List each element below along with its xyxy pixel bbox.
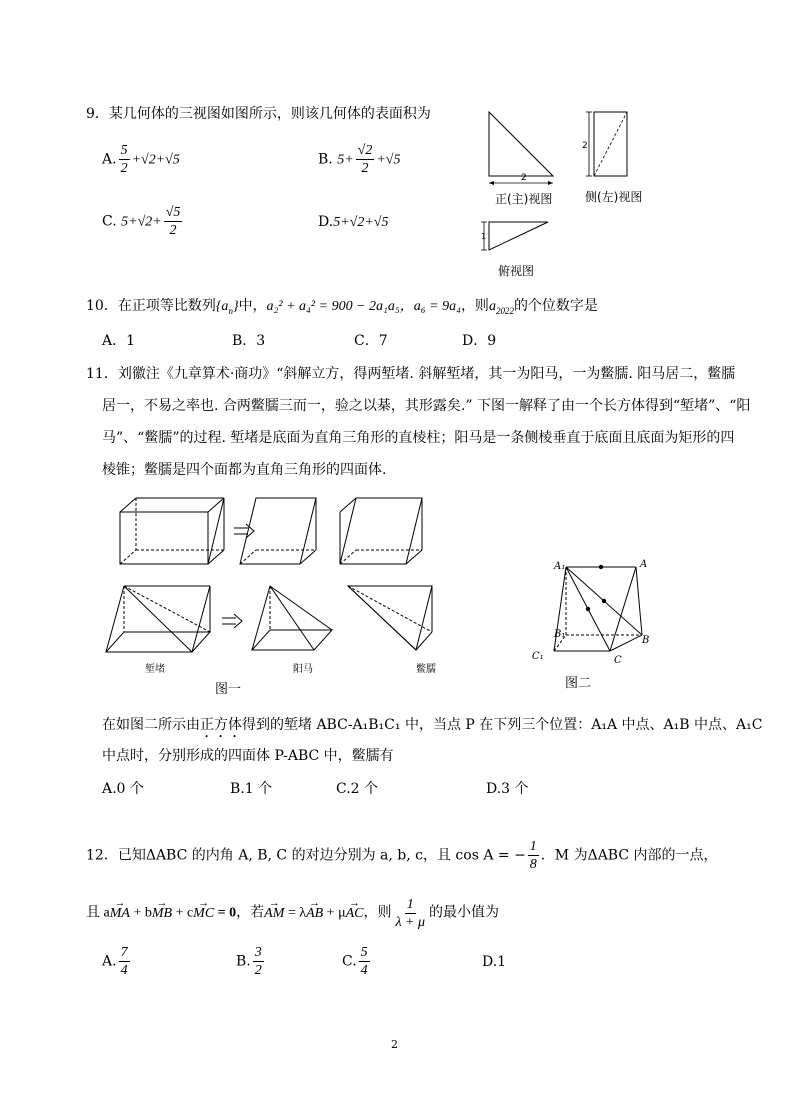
side-view-dim-label: 2 — [582, 141, 588, 151]
label-b1: B₁ — [554, 629, 566, 640]
fig-one-caption: 图一 — [215, 682, 242, 697]
midpoint-a1c — [586, 607, 590, 611]
q12-option-c: C. $\frac{5}{4}$ — [342, 945, 368, 978]
q10-option-c: C．7 — [354, 333, 388, 349]
q12-option-d: D.1 — [482, 954, 507, 970]
label-a1: A₁ — [554, 561, 566, 572]
q10-option-b: B．3 — [232, 333, 266, 349]
q10-option-d: D．9 — [462, 333, 497, 349]
top-view-caption: 俯视图 — [498, 264, 535, 278]
label-a: A — [640, 559, 648, 570]
q9-option-d: D.5+√2+√5 — [318, 214, 389, 230]
q12-option-b: B. $\frac{3}{2}$ — [236, 945, 262, 978]
q9-option-c: C. 5+√2+ $\frac{√5}{2}$ — [102, 205, 181, 238]
label-b: B — [642, 635, 650, 646]
q10-stem: 10．在正项等比数列$\{a_n\}$中，a₂² + a₄² = 900 − 2a₁a₅，a₆ = 9a₄，则$a_{2022}$的个位数字是 — [86, 298, 598, 316]
q12-stem: 12．已知ΔABC 的内角 A, B, C 的对边分别为 a, b, c，且 cos A = − $\frac{1}{8}$ ．M 为ΔABC 内部的一点， — [86, 839, 718, 872]
fig-label-yangma: 阳马 — [293, 664, 313, 675]
midpoint-a1b — [602, 599, 606, 603]
q11-line3: 马”、“鳖臑”的过程. 堑堵是底面为直角三角形的直棱柱；阳马是一条侧棱垂直于底面且底面为矩形的四 — [102, 430, 735, 446]
q11-line4: 棱锥；鳖臑是四个面都为直角三角形的四面体. — [102, 462, 387, 478]
q11-body-line2: 中点时，分别形成的四面体 P-ABC 中，鳖臑有 — [102, 748, 394, 764]
q9-option-a: A. $\frac{5}{2}$ +√2+√5 — [102, 143, 180, 176]
side-view-dashed-edge — [594, 112, 627, 176]
fig-label-qiandu: 堑堵 — [145, 664, 165, 675]
front-view-caption: 正(主)视图 — [495, 192, 553, 206]
front-view-triangle — [489, 112, 553, 176]
q11-line2: 居一，不易之率也. 合两鳖臑三而一，验之以棊，其形露矣.” 下图一解释了由一个长方体得到“堑堵”、“阳 — [102, 398, 751, 414]
q11-option-b: B.1 个 — [230, 781, 273, 797]
top-view-triangle — [489, 222, 548, 250]
cuboid-shape — [120, 498, 224, 564]
top-view-dim-label: 1 — [481, 232, 487, 241]
fig-two-caption: 图二 — [565, 676, 592, 691]
q11-line1: 11．刘徽注《九章算术·商功》“斜解立方，得两堑堵. 斜解堑堵，其一为阳马，一为鳖臑. 阳马居二，鳖臑 — [86, 366, 736, 382]
q11-option-c: C.2 个 — [336, 781, 379, 797]
page-number: 2 — [391, 1038, 398, 1051]
q10-option-a: A．1 — [102, 333, 136, 349]
q9-option-b: B. 5+ $\frac{√2}{2}$ +√5 — [318, 143, 401, 176]
midpoint-a1a — [599, 565, 603, 569]
q11-figure-one — [100, 490, 450, 680]
q11-body-line1: 在如图二所示由正方体得到的堑堵 ABC-A₁B₁C₁ 中，当点 P 在下列三个位置：A₁A 中点、A₁B 中点、A₁C — [102, 717, 763, 733]
arrow-right-icon-2 — [222, 614, 242, 628]
label-c: C — [614, 655, 622, 666]
q11-option-d: D.3 个 — [486, 781, 529, 797]
bienao-shape — [348, 586, 432, 650]
q11-option-a: A.0 个 — [102, 781, 144, 797]
front-view-dim-label: 2 — [521, 173, 527, 183]
label-c1: C₁ — [532, 651, 544, 662]
arrow-right-icon-1 — [234, 524, 254, 538]
q9-stem: 9．某几何体的三视图如图所示，则该几何体的表面积为 — [86, 106, 431, 122]
q12-line2: 且 a→ MA + b→ MB + c→ MC = 0，若→ AM = λ→ AB + μ→ AC，则 $\frac{1}{\lambda + \mu}$ 的最小值为 — [86, 896, 499, 931]
q11-figure-two — [530, 555, 660, 667]
qiandu-shape-2 — [340, 498, 422, 564]
qiandu-shape-1 — [240, 498, 316, 564]
side-view-caption: 侧(左)视图 — [585, 190, 643, 204]
q12-option-a: A. $\frac{7}{4}$ — [102, 945, 128, 978]
fig-label-bienao: 鳖臑 — [416, 664, 436, 675]
yangma-shape — [252, 586, 332, 650]
qiandu-bottom-shape — [106, 586, 210, 652]
